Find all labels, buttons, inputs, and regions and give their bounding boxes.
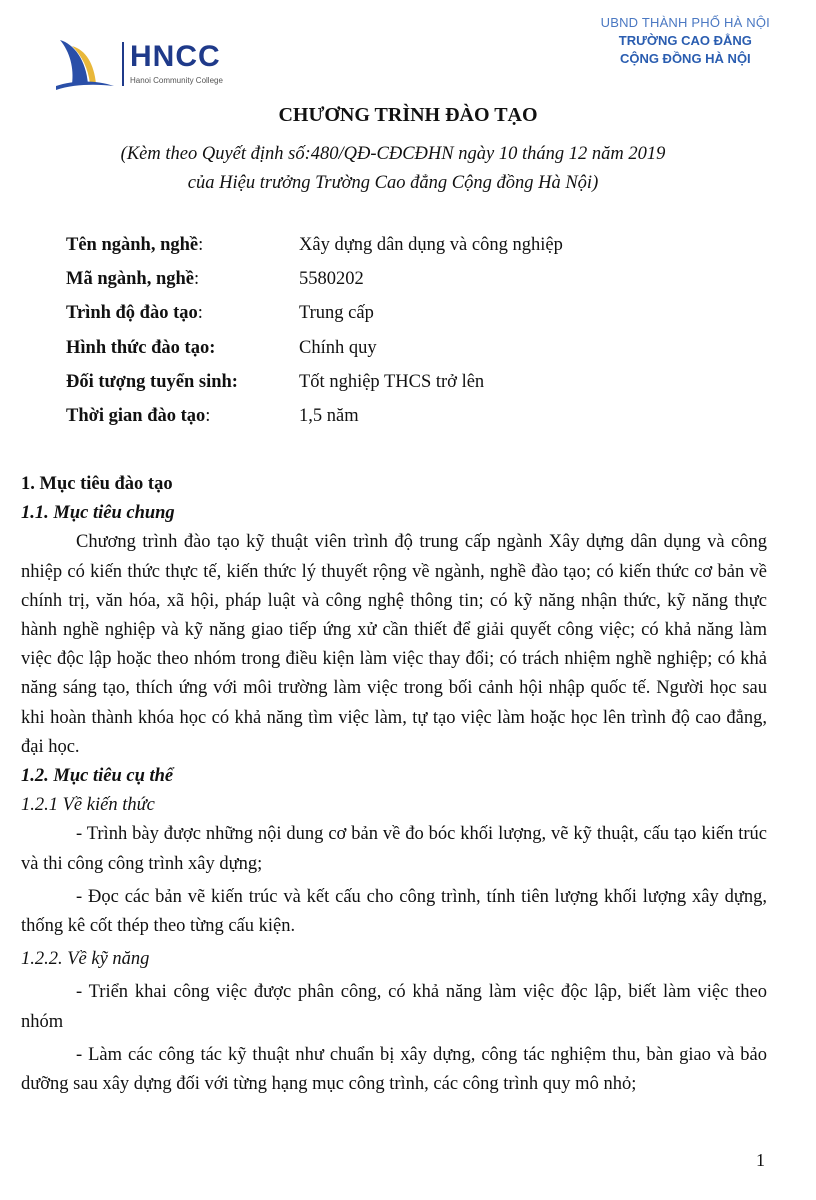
college-logo <box>52 34 252 94</box>
info-label-colon: : <box>205 405 211 426</box>
info-label-colon: : <box>197 303 203 324</box>
document-title: CHƯƠNG TRÌNH ĐÀO TẠO <box>278 104 538 126</box>
heading-specific-objectives: 1.2. Mục tiêu cụ thể <box>21 766 174 787</box>
info-label: Đối tượng tuyển sinh: <box>66 371 238 392</box>
info-label: Tên ngành, nghề <box>66 235 199 255</box>
info-value: Xây dựng dân dụng và công nghiệp <box>299 235 563 255</box>
logo-name: HNCC <box>130 40 221 73</box>
document-subtitle <box>0 140 786 198</box>
org-city-committee: UBND THÀNH PHỐ HÀ NỘI <box>600 15 770 30</box>
info-label-colon: : <box>194 269 200 290</box>
organization-header <box>601 14 770 68</box>
paragraph-knowledge-2: - Đọc các bản vẽ kiến trúc và kết cấu cho công trình, tính tiên lượng khối lượng xây dựng, thống kê cốt thép theo từng cấu kiện. <box>21 886 767 937</box>
paragraph-skills-1: - Triển khai công việc được phân công, có khả năng làm việc độc lập, biết làm việc theo nhóm <box>21 982 767 1032</box>
page-number: 1 <box>756 1150 765 1170</box>
logo-divider <box>122 42 124 86</box>
logo-subtitle: Hanoi Community College <box>130 76 223 85</box>
org-school-line2: CỘNG ĐỒNG HÀ NỘI <box>619 51 751 66</box>
info-label: Mã ngành, nghề <box>66 269 194 290</box>
org-school-line1: TRƯỜNG CAO ĐẲNG <box>618 33 752 48</box>
heading-general-objectives: 1.1. Mục tiêu chung <box>21 503 175 524</box>
heading-knowledge: 1.2.1 Về kiến thức <box>21 795 155 816</box>
subtitle-line-2: của Hiệu trưởng Trường Cao đẳng Cộng đồng Hà Nội) <box>187 173 599 193</box>
sail-logo-icon <box>52 34 122 94</box>
subtitle-line-1: (Kèm theo Quyết định số:480/QĐ-CĐCĐHN ngày 10 tháng 12 năm 2019 <box>120 144 666 164</box>
info-value: 5580202 <box>299 269 364 290</box>
heading-training-objectives: 1. Mục tiêu đào tạo <box>21 474 173 494</box>
paragraph-general-objectives: Chương trình đào tạo kỹ thuật viên trình độ trung cấp ngành Xây dựng dân dụng và công nhiệp có kiến thức thực tế, kiến thức lý thuyết rộng về ngành, nghề đào tạo; có kiến thức cơ bản về chính trị, văn hóa, xã hội, pháp luật và công nghệ thông tin; có kỹ năng nhận thức, kỹ năng thực hành nghề nghiệp và kỹ năng giao tiếp ứng xử cần thiết để giải quyết công việc; có khả năng làm việc độc lập hoặc theo nhóm trong điều kiện làm việc thay đổi; có trách nhiệm nghề nghiệp; có khả năng sáng tạo, thích ứng với môi trường làm việc trong bối cảnh hội nhập quốc tế. Người học sau khi hoàn thành khóa học có khả năng tìm việc làm, tự tạo việc làm hoặc học lên trình độ cao đẳng, đại học. <box>21 532 767 757</box>
info-value: 1,5 năm <box>299 405 359 426</box>
heading-skills: 1.2.2. Về kỹ năng <box>21 949 150 970</box>
info-label: Hình thức đào tạo: <box>66 337 216 358</box>
document-body <box>21 470 767 1099</box>
paragraph-knowledge-1: - Trình bày được những nội dung cơ bản về đo bóc khối lượng, vẽ kỹ thuật, cấu tạo kiến trúc và thi công công trình xây dựng; <box>21 824 767 874</box>
info-label-colon: : <box>198 235 204 255</box>
info-label: Thời gian đào tạo <box>66 405 206 426</box>
info-value: Tốt nghiệp THCS trở lên <box>299 371 485 392</box>
info-value: Chính quy <box>299 337 377 358</box>
info-value: Trung cấp <box>299 303 374 324</box>
paragraph-skills-2: - Làm các công tác kỹ thuật như chuẩn bị xây dựng, công tác nghiệm thu, bàn giao và bảo dưỡng sau xây dựng đối với từng hạng mục công trình, các công trình quy mô nhỏ; <box>21 1044 767 1095</box>
info-label: Trình độ đào tạo <box>66 303 198 324</box>
